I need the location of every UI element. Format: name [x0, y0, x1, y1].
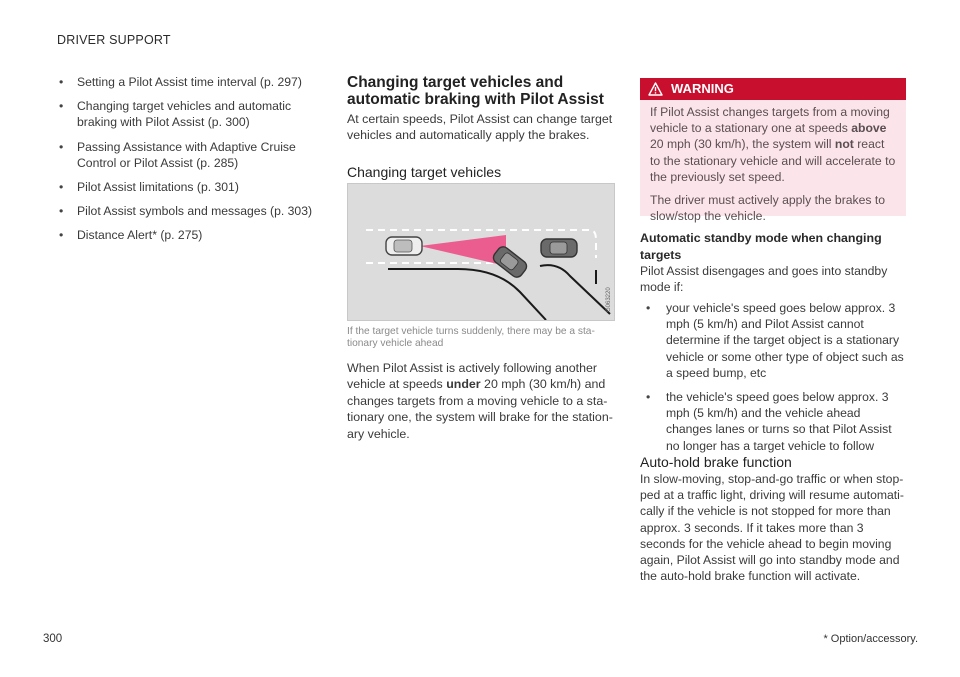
warning-box: [640, 78, 906, 224]
warning-body: [640, 100, 906, 224]
warning-paragraph: If Pilot Assist changes targets from a moving vehicle to a stationary one at speeds above 20 mph (30 km/h), the system will not react to the stationary vehicle and will accelerate to the previously set speed.: [650, 105, 896, 184]
warning-triangle-icon: [648, 82, 663, 96]
autohold-heading: Auto-hold brake function: [640, 454, 792, 470]
related-links-list: [57, 74, 319, 252]
footnote: * Option/accessory.: [823, 633, 918, 645]
standby-heading: Automatic standby mode when changing targets: [640, 231, 882, 262]
list-item: • your vehicle's speed goes below approx. 3 mph (5 km/h) and Pilot Assist cannot determine if the target object is a stationary vehicle or some other type of object such as a speed bump, etc: [640, 300, 908, 381]
related-link[interactable]: • Passing Assistance with Adaptive Cruise Control or Pilot Assist (p. 285): [57, 139, 319, 171]
illustration-svg: [348, 184, 614, 320]
stationary-vehicle: [541, 239, 577, 257]
target-change-illustration: [347, 183, 615, 321]
main-intro: At certain speeds, Pilot Assist can change target vehicles and automatically apply the brakes.: [347, 112, 613, 143]
section-title: DRIVER SUPPORT: [57, 33, 171, 47]
figure-caption: If the target vehicle turns suddenly, there may be a sta-tionary vehicle ahead: [347, 326, 595, 350]
figure-code: G063220: [606, 287, 612, 312]
related-link[interactable]: • Pilot Assist symbols and messages (p. 303): [57, 203, 319, 219]
related-link[interactable]: • Changing target vehicles and automatic braking with Pilot Assist (p. 300): [57, 98, 319, 130]
related-link[interactable]: • Pilot Assist limitations (p. 301): [57, 179, 319, 195]
warning-header: [640, 78, 906, 100]
list-item: • the vehicle's speed goes below approx. 3 mph (5 km/h) and the vehicle ahead changes lanes or turns so that Pilot Assist no longer has a target vehicle to follow: [640, 389, 908, 454]
changing-targets-subheading: Changing target vehicles: [347, 164, 502, 180]
warning-title: WARNING: [671, 81, 734, 96]
warning-paragraph: The driver must actively apply the brakes to slow/stop the vehicle.: [650, 193, 886, 224]
related-link[interactable]: • Setting a Pilot Assist time interval (p. 297): [57, 74, 319, 90]
own-vehicle: [386, 237, 422, 255]
page-number: 300: [43, 633, 63, 645]
related-link[interactable]: • Distance Alert* (p. 275): [57, 227, 319, 243]
standby-intro: Pilot Assist disengages and goes into standby mode if:: [640, 264, 888, 295]
main-heading: Changing target vehicles and automatic braking with Pilot Assist: [347, 74, 604, 108]
main-paragraph: When Pilot Assist is actively following another vehicle at speeds under 20 mph (30 km/h) and changes targets from a moving vehicle to a sta-tionary one, the system will brake for the station-ary vehicle.: [347, 361, 613, 441]
autohold-paragraph: In slow-moving, stop-and-go traffic or when stop-ped at a traffic light, driving will resume automati-cally if the vehicle is not stopped for more than approx. 3 seconds. If it takes more than 3 seconds for the vehicle ahead to begin moving again, Pilot Assist will go into standby mode and the auto-hold brake function will activate.: [640, 472, 904, 584]
standby-conditions-list: [640, 300, 908, 462]
